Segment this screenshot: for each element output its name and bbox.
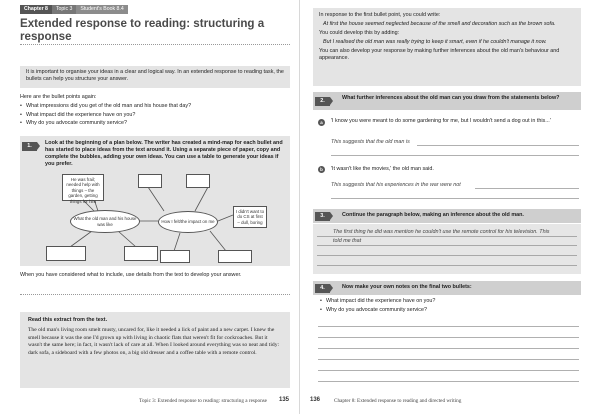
book-reference: Student's Book 8.4 — [76, 5, 127, 14]
list-item: • What impressions did you get of the old man and his house that day? — [20, 103, 290, 110]
chapter-header — [20, 5, 128, 14]
task-2-instructions: What further inferences about the old man can you draw from the statements below? — [342, 95, 560, 101]
example-develop: You could develop this by adding: — [319, 30, 400, 37]
topic-label: Topic 3 — [52, 5, 76, 14]
answer-line[interactable] — [318, 348, 579, 349]
answer-line[interactable] — [331, 155, 579, 156]
page-number-right: 136 — [310, 397, 321, 403]
example-further: You can also develop your response by making further inferences about the old man's behaviour and appearance. — [319, 48, 560, 62]
mind-map-oval-right: How I felt/the impact on me — [158, 211, 218, 233]
answer-line[interactable] — [318, 359, 579, 360]
answer-line[interactable] — [331, 198, 579, 199]
answer-line[interactable] — [317, 236, 577, 237]
extract-heading: Read this extract from the text. — [28, 317, 108, 323]
task-4-number: 4. — [315, 284, 330, 293]
task-3-instructions: Continue the paragraph below, making an inference about the old man. — [342, 212, 524, 218]
extract-box — [20, 312, 290, 388]
answer-line[interactable] — [417, 145, 579, 146]
bullet-list — [20, 103, 290, 127]
left-footer: Topic 3: Extended response to reading: structuring a response — [139, 398, 267, 404]
task-3-prompt: The first thing he did was mention he couldn't use the remote control for his television. This told me that — [333, 229, 550, 245]
mind-map-empty-box — [124, 246, 158, 261]
item-a-marker: a — [318, 119, 325, 126]
list-item: • Why do you advocate community service? — [20, 120, 290, 127]
develop-answer-text: When you have considered what to include, use details from the text to develop your answer. — [20, 272, 242, 278]
item-b-prompt: This suggests that his experiences in the war were not — [331, 182, 461, 188]
mind-map-oval-left: What the old man and his house was like — [70, 210, 140, 233]
example-intro: In response to the first bullet point, you could write: — [319, 12, 441, 18]
example-quote-1: At first the house seemed neglected because of the smell and decoration such as the brown sofa. — [323, 21, 556, 28]
mind-map-empty-box — [160, 250, 190, 263]
task-3-writing-area[interactable] — [313, 224, 581, 274]
task-1-instructions: Look at the beginning of a plan below. The writer has created a mind-map for each bullet and has started to place ideas from the text around it. Using a separate piece of paper, copy and complete the bubbles, adding your own ideas. You can use a table to generate your ideas if you prefer. — [45, 140, 283, 168]
item-b-quote: 'It wasn't like the movies,' the old man said. — [331, 166, 434, 172]
mind-map-empty-box — [138, 174, 162, 188]
right-footer: Chapter 8: Extended response to reading and directed writing — [334, 398, 462, 404]
page-number-left: 135 — [278, 397, 289, 403]
item-a-quote: 'I know you were meant to do some gardening for me, but I wouldn't send a dog out in this...' — [331, 118, 551, 124]
title-divider — [20, 44, 290, 45]
mind-map-note-left: He was frail; needed help with things – the garden, getting things for him — [62, 174, 104, 201]
answer-line[interactable] — [318, 381, 579, 382]
section-divider — [20, 294, 290, 295]
page-title: Extended response to reading: structuring a response — [20, 17, 265, 44]
chapter-label: Chapter 8 — [20, 5, 52, 14]
task-4-bullets — [320, 298, 570, 315]
list-item: • What impact did the experience have on you? — [320, 298, 570, 305]
mind-map-empty-box — [46, 246, 86, 261]
mind-map-empty-box — [186, 174, 210, 188]
answer-line[interactable] — [318, 370, 579, 371]
answer-line[interactable] — [317, 245, 577, 246]
mind-map-note-right: I didn't want to do CS at first – dull, boring — [233, 206, 267, 228]
task-1-number: 1. — [22, 142, 37, 151]
example-quote-2: But I realised the old man was really trying to keep it smart, even if he couldn't manage it now. — [323, 39, 547, 46]
bullets-heading: Here are the bullet points again: — [20, 94, 97, 100]
task-4-instructions: Now make your own notes on the final two bullets: — [342, 284, 472, 290]
answer-line[interactable] — [475, 188, 579, 189]
bullets-section — [20, 94, 290, 129]
item-a-prompt: This suggests that the old man is — [331, 139, 410, 145]
list-item: • What impact did the experience have on you? — [20, 112, 290, 119]
extract-body: The old man's living room smelt musty, uncared for, like it needed a lick of paint and a new carpet. I knew the smell because it was the one I'd grown up with living in chaotic flats that weren't fit for cockroaches. But it wasn't the same here; in fact, it wasn't lack of care at all. When I looked around everything was so neat and tidy: dark sofa, a sideboard with a few photos on, a big old dresser and a coffee table with a remote control. — [28, 327, 280, 356]
task-3-number: 3. — [315, 212, 330, 221]
task-2-number: 2. — [315, 97, 330, 106]
list-item: • Why do you advocate community service? — [320, 307, 570, 314]
example-box — [313, 8, 581, 86]
intro-box: It is important to organise your ideas in a clear and logical way. In an extended response to reading task, the bullets can help you structure your answer. — [20, 66, 290, 88]
item-b-marker: b — [318, 166, 325, 173]
answer-line[interactable] — [318, 326, 579, 327]
mind-map-empty-box — [218, 250, 252, 263]
answer-line[interactable] — [317, 255, 577, 256]
mind-map — [40, 173, 270, 265]
answer-line[interactable] — [317, 265, 577, 266]
answer-line[interactable] — [318, 337, 579, 338]
